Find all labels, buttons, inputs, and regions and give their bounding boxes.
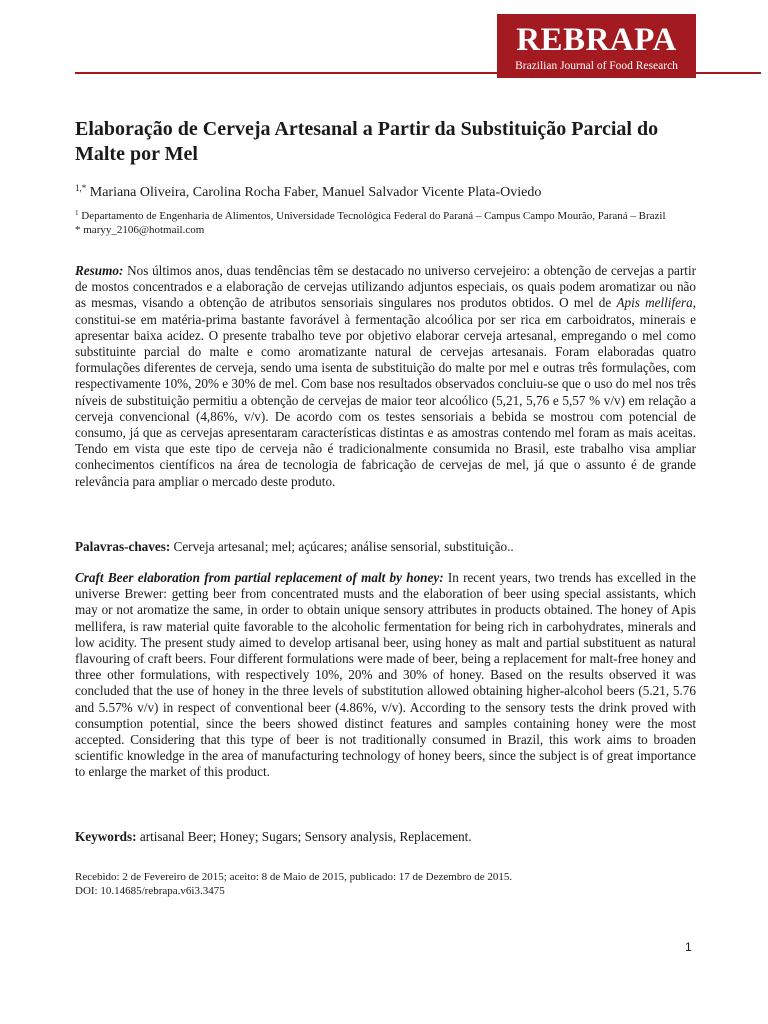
publication-footer <box>75 870 512 898</box>
author-names: Mariana Oliveira, Carolina Rocha Faber, Manuel Salvador Vicente Plata-Oviedo <box>89 185 542 200</box>
resumo-paragraph <box>75 263 696 490</box>
affiliation-block <box>75 206 695 237</box>
page-number: 1 <box>685 940 692 954</box>
author-marks: 1,* <box>75 183 87 193</box>
author-list <box>75 179 541 202</box>
english-abstract-label: Craft Beer elaboration from partial replacement of malt by honey: <box>75 570 444 585</box>
palavras-chave-label: Palavras-chaves: <box>75 539 171 554</box>
journal-logo <box>497 14 696 78</box>
affiliation <box>75 206 695 223</box>
doi: DOI: 10.14685/rebrapa.v6i3.3475 <box>75 885 225 897</box>
corresponding-email: * maryy_2106@hotmail.com <box>75 224 205 236</box>
journal-subtitle: Brazilian Journal of Food Research <box>515 60 678 72</box>
article-title: Elaboração de Cerveja Artesanal a Partir da Substituição Parcial do Malte por Mel <box>75 118 659 165</box>
palavras-chave-text: Cerveja artesanal; mel; açúcares; análise sensorial, substituição.. <box>170 539 514 554</box>
publication-dates: Recebido: 2 de Fevereiro de 2015; aceito: 8 de Maio de 2015, publicado: 17 de Dezembro de 2015. <box>75 871 513 883</box>
english-abstract-paragraph <box>75 570 696 781</box>
keywords-label: Keywords: <box>75 829 137 844</box>
species-name: Apis mellifera <box>616 295 693 311</box>
resumo-text-1: Nos últimos anos, duas tendências têm se destacado no universo cervejeiro: a obtenção de cervejas a partir de mostos concentrados e a elaboração de cervejas utilizando adjuntos especiais, os quais podem aromatizar ou não as mesmas, visando a obtenção de atributos sensoriais singulares nos produtos obtidos. O mel de <box>75 263 697 311</box>
keywords-text: artisanal Beer; Honey; Sugars; Sensory analysis, Replacement. <box>136 829 472 844</box>
journal-name: REBRAPA <box>516 22 677 58</box>
resumo-label: Resumo: <box>75 263 124 278</box>
affiliation-text: Departamento de Engenharia de Alimentos, Universidade Tecnológica Federal do Paraná – Campus Campo Mourão, Paraná – Brazil <box>81 210 666 222</box>
resumo-text-2: , constitui-se em matéria-prima bastante favorável à fermentação alcoólica por ser rica em carboidratos, minerais e apresentar baixa acidez. O presente trabalho teve por objetivo elaborar cerveja artesanal, empregando o mel como substituinte parcial do malte e como aromatizante natural de cervejas artesanais. Foram elaboradas quatro formulações diferentes de cerveja, sendo uma isenta de substituição do malte por mel e outras três formulações, com respectivamente 10%, 20% e 30% de mel. Com base nos resultados observados concluiu-se que o uso do mel nos três níveis de substituição permitiu a obtenção de cervejas de maior teor alcoólico (5,21, 5,76 e 5,57 % v/v) em relação a cerveja convencional (4,86%, v/v). De acordo com os testes sensoriais a bebida se mostrou com potencial de consumo, já que as cervejas apresentaram características distintas e as amostras contendo mel foram as mais aceitas. Tendo em vista que este tipo de cerveja não é tradicionalmente consumida no Brasil, este trabalho visa ampliar conhecimentos científicos na área de tecnologia de fabricação de cervejas de mel, já que o assunto é de grande relevância para ampliar o mercado deste produto. <box>75 295 696 489</box>
palavras-chave-line <box>75 539 696 555</box>
keywords-line <box>75 829 696 845</box>
affiliation-mark: 1 <box>75 209 79 217</box>
english-abstract-text: In recent years, two trends has excelled in the universe Brewer: getting beer from concentrated musts and the elaboration of beer using special assistants, which may or not aromatize the same, in order to obtain unique sensory attributes in products obtained. The honey of Apis mellifera, is raw material quite favorable to the alcoholic fermentation for being rich in carbohydrates, minerals and low acidity. The present study aimed to develop artisanal beer, using honey as malt and partial substituent as natural flavouring of craft beers. Four different formulations were made of beer, being a replacement for malt-free honey and three other formulations, with respectively 10%, 20% and 30% of honey. Based on the results observed it was concluded that the use of honey in the three levels of substitution allowed obtaining higher-alcohol beers (5.21, 5.76 and 5.57% v/v) in respect of conventional beer (4.86%, v/v). According to the sensory tests the drink proved with consumption potential, since the beers showed distinct features and samples containing honey were the most accepted. Considering that this type of beer is not traditionally consumed in Brazil, this work aims to broaden scientific knowledge in the area of manufacturing technology of honey beers, since the subject is of great importance to enlarge the market of this product. <box>75 570 696 780</box>
